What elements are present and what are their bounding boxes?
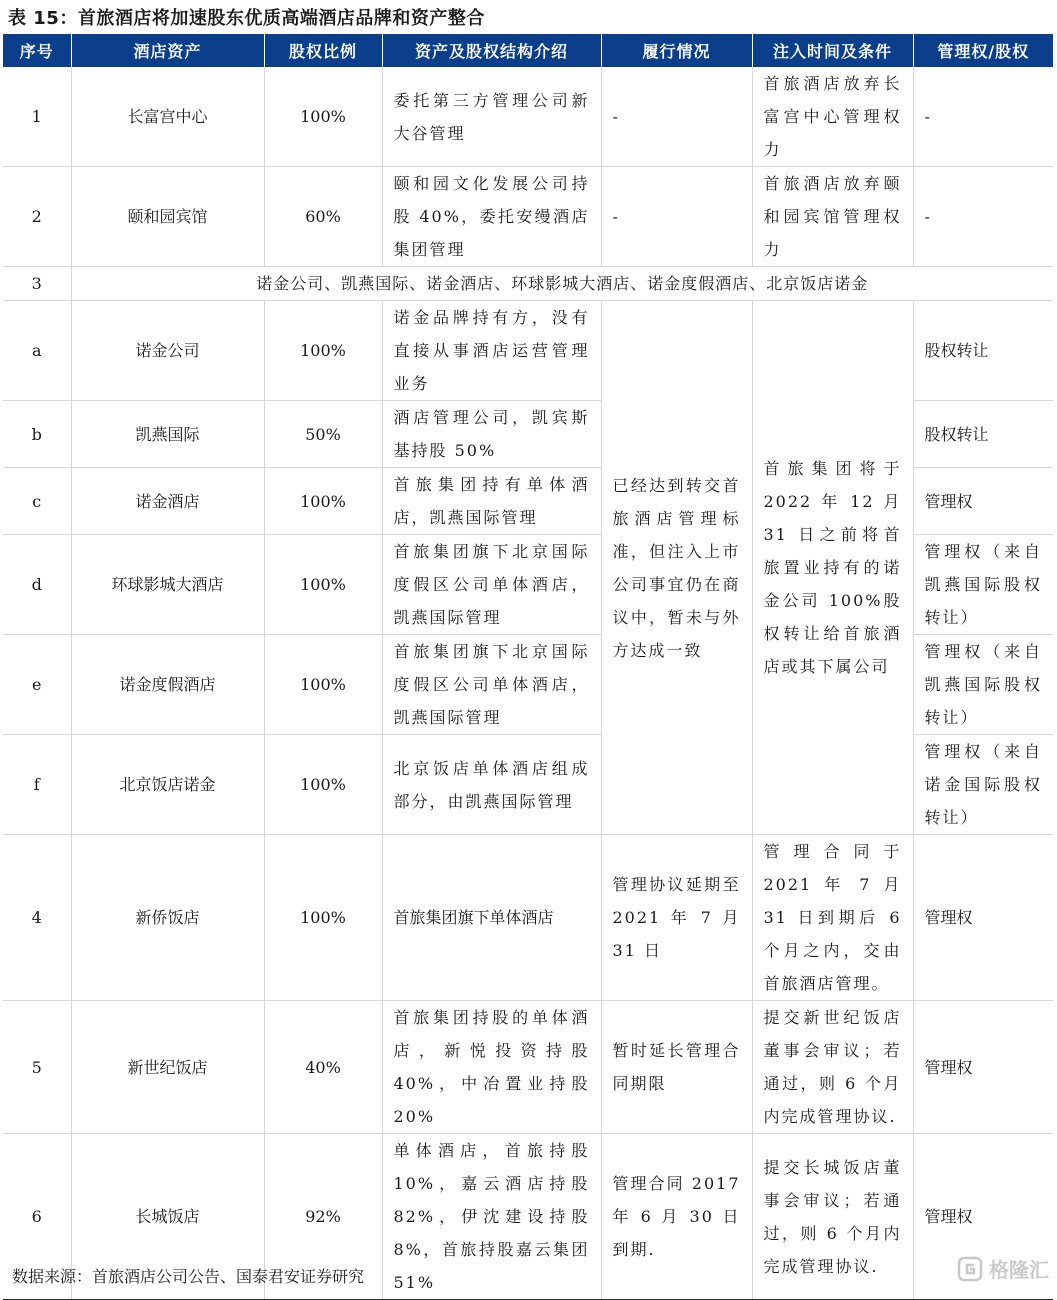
management-right: 管理权（来自凯燕国际股权转让） [913, 535, 1053, 635]
asset-intro: 首旅集团旗下北京国际度假区公司单体酒店，凯燕国际管理 [382, 535, 601, 635]
row-number: c [3, 468, 71, 535]
col-header-performance: 履行情况 [601, 34, 752, 67]
performance: 暂时延长管理合同期限 [601, 1001, 752, 1134]
row-number: 6 [3, 1134, 71, 1300]
source-note: 数据来源：首旅酒店公司公告、国泰君安证券研究 [12, 1267, 365, 1286]
row-number: f [3, 735, 71, 835]
col-header-injection: 注入时间及条件 [752, 34, 913, 67]
watermark-text: 格隆汇 [989, 1258, 1049, 1282]
asset-intro: 酒店管理公司，凯宾斯基持股 50% [382, 401, 601, 468]
performance: - [601, 167, 752, 267]
equity-ratio: 100% [264, 535, 382, 635]
table-title: 表 15：首旅酒店将加速股东优质高端酒店品牌和资产整合 [8, 8, 485, 29]
table-row [3, 267, 1053, 301]
asset-name: 诺金度假酒店 [71, 635, 264, 735]
row-number: e [3, 635, 71, 735]
asset-intro: 首旅集团持股的单体酒店，新悦投资持股 40%，中冶置业持股 20% [382, 1001, 601, 1134]
management-right: 管理权 [913, 835, 1053, 1001]
injection-terms: 提交新世纪饭店董事会审议；若通过，则 6 个月内完成管理协议. [752, 1001, 913, 1134]
row-number: 2 [3, 167, 71, 267]
watermark [957, 1254, 1049, 1283]
management-right: 股权转让 [913, 401, 1053, 468]
row-number: d [3, 535, 71, 635]
asset-intro: 首旅集团持有单体酒店，凯燕国际管理 [382, 468, 601, 535]
asset-intro: 诺金品牌持有方，没有直接从事酒店运营管理业务 [382, 301, 601, 401]
asset-name: 长城饭店 [71, 1134, 264, 1300]
management-right: 股权转让 [913, 301, 1053, 401]
asset-intro: 首旅集团旗下单体酒店 [382, 835, 601, 1001]
row-number: b [3, 401, 71, 468]
equity-ratio: 92% [264, 1134, 382, 1300]
col-header-asset: 酒店资产 [71, 34, 264, 67]
management-right: - [913, 167, 1053, 267]
asset-name: 诺金公司 [71, 301, 264, 401]
group-injection-terms: 首旅集团将于 2022 年 12 月 31 日之前将首旅置业持有的诺金公司 100%股权转让给首旅酒店或其下属公司 [752, 301, 913, 835]
asset-intro: 颐和园文化发展公司持股 40%，委托安缦酒店集团管理 [382, 167, 601, 267]
injection-terms: 首旅酒店放弃长富宫中心管理权力 [752, 67, 913, 167]
management-right: 管理权 [913, 1001, 1053, 1134]
asset-name: 颐和园宾馆 [71, 167, 264, 267]
table-row [3, 167, 1053, 267]
row-number: 4 [3, 835, 71, 1001]
table-row [3, 1001, 1053, 1134]
asset-name: 新世纪饭店 [71, 1001, 264, 1134]
col-header-intro: 资产及股权结构介绍 [382, 34, 601, 67]
equity-ratio: 40% [264, 1001, 382, 1134]
header-row [3, 34, 1053, 67]
equity-ratio: 100% [264, 301, 382, 401]
asset-name: 长富宫中心 [71, 67, 264, 167]
asset-intro: 单体酒店，首旅持股 10%，嘉云酒店持股 82%，伊沈建设持股 8%，首旅持股嘉云集团 51% [382, 1134, 601, 1300]
asset-name: 新侨饭店 [71, 835, 264, 1001]
table-row [3, 67, 1053, 167]
management-right: 管理权 [913, 1134, 1053, 1300]
asset-intro: 首旅集团旗下北京国际度假区公司单体酒店，凯燕国际管理 [382, 635, 601, 735]
injection-terms: 首旅酒店放弃颐和园宾馆管理权力 [752, 167, 913, 267]
row-number: 3 [3, 267, 71, 301]
asset-name: 环球影城大酒店 [71, 535, 264, 635]
equity-ratio: 100% [264, 835, 382, 1001]
hotel-asset-table [3, 34, 1053, 1300]
asset-name: 北京饭店诺金 [71, 735, 264, 835]
table-row [3, 835, 1053, 1001]
management-right: - [913, 67, 1053, 167]
injection-terms: 提交长城饭店董事会审议；若通过，则 6 个月内完成管理协议. [752, 1134, 913, 1300]
management-right: 管理权 [913, 468, 1053, 535]
asset-name: 凯燕国际 [71, 401, 264, 468]
equity-ratio: 60% [264, 167, 382, 267]
gelonghui-logo-icon [957, 1256, 983, 1282]
injection-terms: 管理合同于 2021 年 7 月 31 日到期后 6 个月之内，交由首旅酒店管理。 [752, 835, 913, 1001]
management-right: 管理权（来自诺金国际股权转让） [913, 735, 1053, 835]
equity-ratio: 100% [264, 735, 382, 835]
col-header-ratio: 股权比例 [264, 34, 382, 67]
col-header-management: 管理权/股权 [913, 34, 1053, 67]
equity-ratio: 100% [264, 635, 382, 735]
row-number: a [3, 301, 71, 401]
group-performance: 已经达到转交首旅酒店管理标准，但注入上市公司事宜仍在商议中，暂未与外方达成一致 [601, 301, 752, 835]
row-number: 5 [3, 1001, 71, 1134]
performance: - [601, 67, 752, 167]
group-summary: 诺金公司、凯燕国际、诺金酒店、环球影城大酒店、诺金度假酒店、北京饭店诺金 [71, 267, 1053, 301]
performance: 管理协议延期至 2021 年 7 月 31 日 [601, 835, 752, 1001]
col-header-no: 序号 [3, 34, 71, 67]
table-row [3, 301, 1053, 401]
equity-ratio: 100% [264, 468, 382, 535]
row-number: 1 [3, 67, 71, 167]
performance: 管理合同 2017 年 6 月 30 日到期. [601, 1134, 752, 1300]
management-right: 管理权（来自凯燕国际股权转让） [913, 635, 1053, 735]
equity-ratio: 50% [264, 401, 382, 468]
asset-intro: 北京饭店单体酒店组成部分，由凯燕国际管理 [382, 735, 601, 835]
asset-intro: 委托第三方管理公司新大谷管理 [382, 67, 601, 167]
equity-ratio: 100% [264, 67, 382, 167]
asset-name: 诺金酒店 [71, 468, 264, 535]
